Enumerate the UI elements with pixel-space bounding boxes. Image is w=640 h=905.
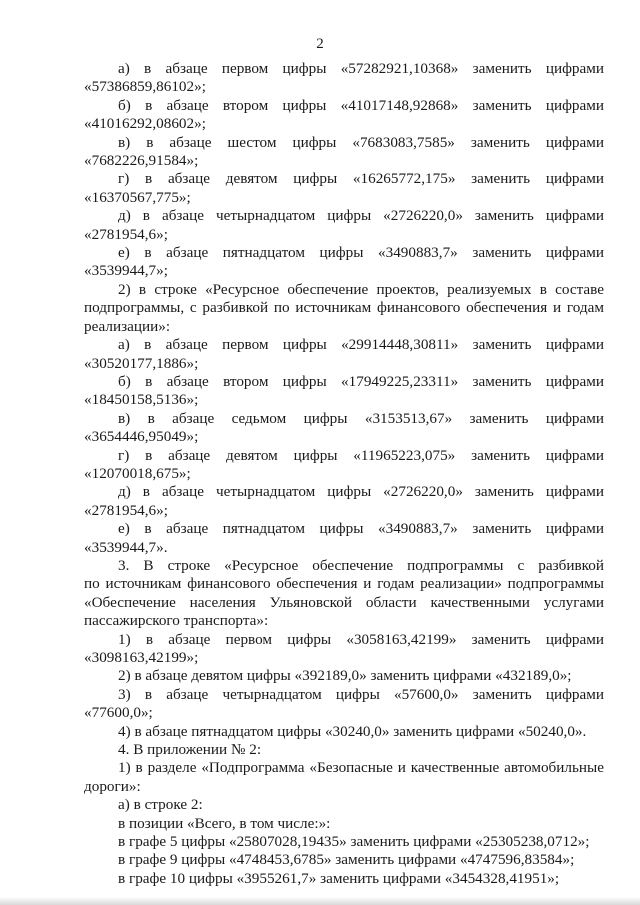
text-line: в) в абзаце шестом цифры «7683083,7585» заменить цифрами bbox=[118, 133, 604, 151]
text-line: в позиции «Всего, в том числе:»: bbox=[118, 814, 331, 832]
text-line: «3539944,7». bbox=[84, 538, 168, 556]
text-line: а) в строке 2: bbox=[118, 796, 203, 814]
text-line: 3. В строке «Ресурсное обеспечение подпрограммы с разбивкой bbox=[118, 556, 604, 574]
text-line: дороги»: bbox=[84, 777, 141, 795]
text-line: 2) в абзаце девятом цифры «392189,0» заменить цифрами «432189,0»; bbox=[118, 667, 572, 685]
text-line: 4. В приложении № 2: bbox=[118, 741, 262, 759]
text-line: «Обеспечение населения Ульяновской области качественными услугами bbox=[84, 593, 604, 611]
page-number: 2 bbox=[316, 36, 324, 52]
document-body bbox=[84, 60, 604, 888]
text-line: «57386859,86102»; bbox=[84, 78, 206, 96]
text-line: д) в абзаце четырнадцатом цифры «2726220,0» заменить цифрами bbox=[118, 207, 604, 225]
text-line: а) в абзаце первом цифры «29914448,30811» заменить цифрами bbox=[118, 336, 604, 354]
text-line: г) в абзаце девятом цифры «11965223,075» заменить цифрами bbox=[118, 446, 604, 464]
text-line: «3098163,42199»; bbox=[84, 649, 199, 666]
text-line: 1) в абзаце первом цифры «3058163,42199» заменить цифрами bbox=[118, 630, 604, 648]
text-line: в графе 9 цифры «4748453,6785» заменить цифрами «4747596,83584»; bbox=[118, 851, 575, 869]
text-line: «12070018,675»; bbox=[84, 464, 191, 482]
text-line: «7682226,91584»; bbox=[84, 152, 199, 170]
text-line: в графе 10 цифры «3955261,7» заменить цифрами «3454328,41951»; bbox=[118, 869, 560, 887]
text-line: реализации»: bbox=[84, 317, 171, 335]
text-line: подпрограммы, с разбивкой по источникам финансового обеспечения и годам bbox=[84, 299, 604, 317]
scan-bottom-edge bbox=[0, 897, 640, 905]
text-line: а) в абзаце первом цифры «57282921,10368» заменить цифрами bbox=[118, 60, 604, 77]
text-line: 2) в строке «Ресурсное обеспечение проектов, реализуемых в составе bbox=[118, 280, 604, 298]
text-line: в графе 5 цифры «25807028,19435» заменить цифрами «25305238,0712»; bbox=[118, 833, 590, 851]
text-line: «77600,0»; bbox=[84, 704, 153, 722]
text-line: «3539944,7»; bbox=[84, 262, 168, 280]
text-line: «2781954,6»; bbox=[84, 501, 168, 519]
text-line: «41016292,08602»; bbox=[84, 115, 206, 133]
text-line: «2781954,6»; bbox=[84, 225, 168, 243]
text-line: б) в абзаце втором цифры «17949225,23311» заменить цифрами bbox=[118, 372, 604, 390]
text-line: г) в абзаце девятом цифры «16265772,175» заменить цифрами bbox=[118, 170, 604, 188]
text-line: 3) в абзаце четырнадцатом цифры «57600,0» заменить цифрами bbox=[118, 685, 604, 703]
text-line: в) в абзаце седьмом цифры «3153513,67» заменить цифрами bbox=[118, 409, 604, 427]
text-line: «16370567,775»; bbox=[84, 188, 191, 206]
text-line: 1) в разделе «Подпрограмма «Безопасные и качественные автомобильные bbox=[118, 759, 604, 777]
text-line: д) в абзаце четырнадцатом цифры «2726220,0» заменить цифрами bbox=[118, 483, 604, 501]
text-line: пассажирского транспорта»: bbox=[84, 612, 269, 630]
text-line: «18450158,5136»; bbox=[84, 391, 199, 409]
text-line: «30520177,1886»; bbox=[84, 354, 199, 372]
text-line: б) в абзаце втором цифры «41017148,92868» заменить цифрами bbox=[118, 96, 604, 114]
text-line: е) в абзаце пятнадцатом цифры «3490883,7» заменить цифрами bbox=[118, 244, 604, 262]
text-line: 4) в абзаце пятнадцатом цифры «30240,0» заменить цифрами «50240,0». bbox=[118, 722, 587, 740]
text-line: по источникам финансового обеспечения и годам реализации» подпрограммы bbox=[84, 575, 604, 593]
text-line: е) в абзаце пятнадцатом цифры «3490883,7» заменить цифрами bbox=[118, 520, 604, 538]
text-line: «3654446,95049»; bbox=[84, 428, 199, 446]
